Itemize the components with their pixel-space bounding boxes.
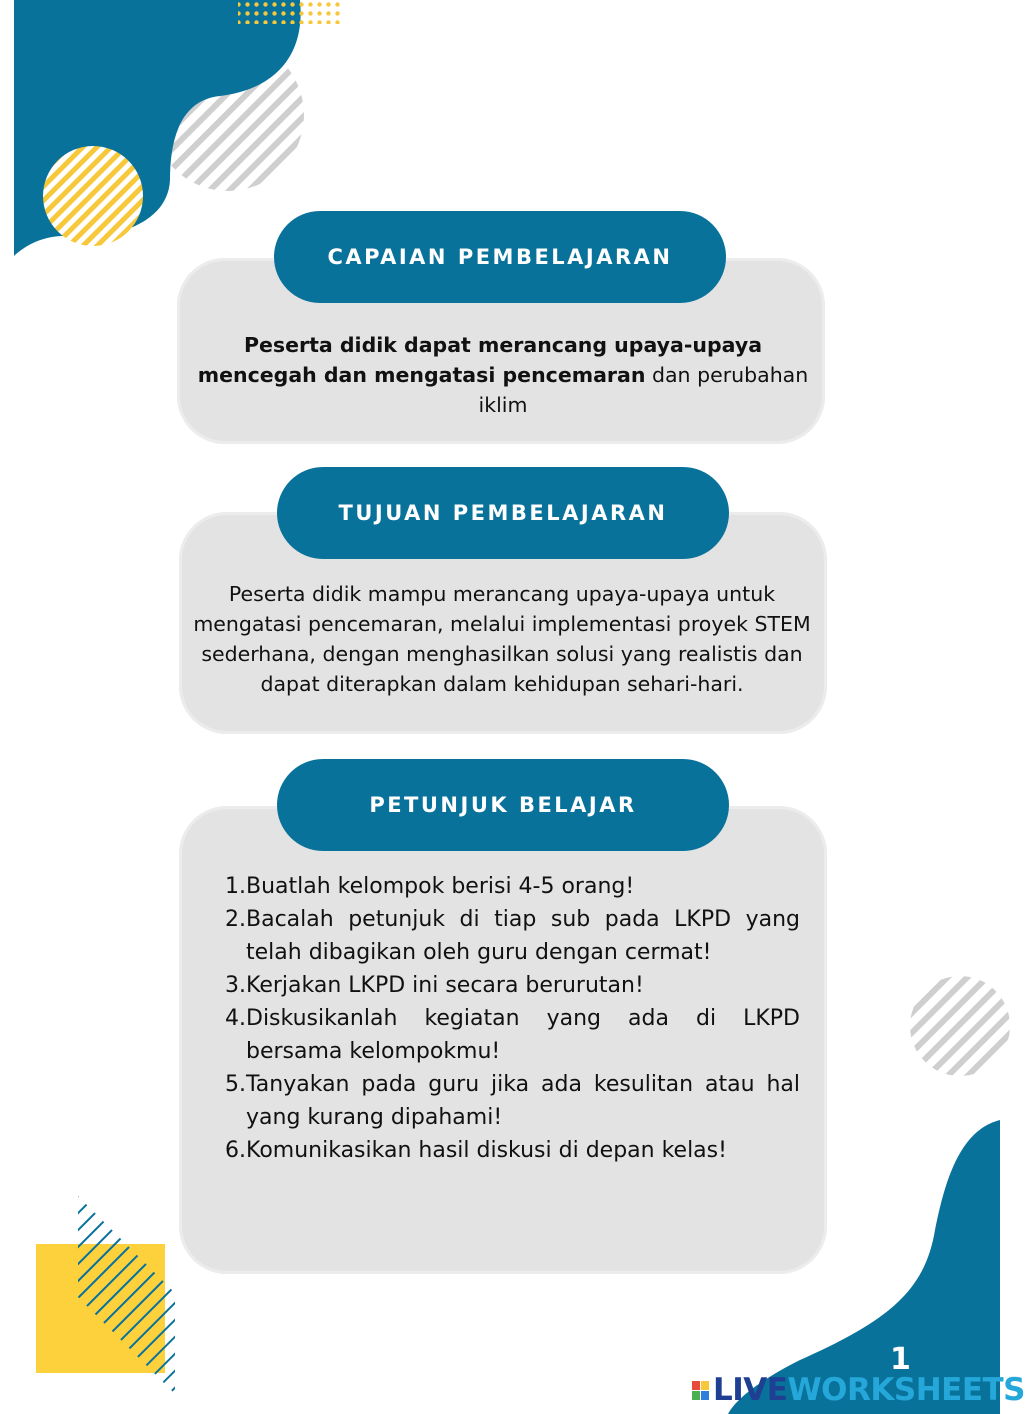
list-item-number: 5.: [225, 1072, 246, 1097]
list-item-number: 6.: [225, 1138, 246, 1163]
petunjuk-list: [218, 870, 800, 1167]
list-item-number: 2.: [225, 907, 246, 932]
liveworksheets-badge-icon: [692, 1381, 709, 1400]
list-item-text: Diskusikanlah kegiatan yang ada di LKPD bersama kelompokmu!: [246, 1006, 800, 1064]
capaian-text-rest-1: dan perubahan: [651, 363, 809, 387]
list-item: [218, 1134, 800, 1167]
yellow-striped-circle: [43, 146, 143, 246]
capaian-text-rest-2: iklim: [478, 393, 528, 417]
gray-striped-circle-right: [910, 976, 1010, 1076]
list-item-text: Bacalah petunjuk di tiap sub pada LKPD yang telah dibagikan oleh guru dengan cermat!: [246, 907, 800, 965]
capaian-title: CAPAIAN PEMBELAJARAN: [274, 211, 726, 303]
logo-live-text: LIVE: [713, 1372, 788, 1408]
list-item-text: Kerjakan LKPD ini secara berurutan!: [246, 973, 644, 998]
logo-worksheets-text: WORKSHEETS: [787, 1372, 1025, 1408]
page-number: 1: [890, 1342, 911, 1377]
liveworksheets-wordmark: [713, 1372, 1025, 1408]
capaian-text: [197, 330, 809, 420]
yellow-dot-grid: [238, 0, 342, 24]
capaian-bold-text: Peserta didik dapat merancang upaya-upaya mencegah dan mengatasi pencemaran: [197, 333, 763, 387]
list-item: [218, 1068, 800, 1134]
list-item-number: 3.: [225, 973, 246, 998]
list-item: [218, 870, 800, 903]
list-item: [218, 903, 800, 969]
list-item-text: Komunikasikan hasil diskusi di depan kelas!: [246, 1138, 727, 1163]
list-item: [218, 969, 800, 1002]
liveworksheets-logo[interactable]: [692, 1372, 1025, 1408]
list-item-number: 4.: [225, 1006, 246, 1031]
tujuan-text: Peserta didik mampu merancang upaya-upaya untuk mengatasi pencemaran, melalui implementasi proyek STEM sederhana, dengan menghasilkan solusi yang realistis dan dapat diterapkan dalam kehidupan sehari-hari.: [193, 582, 811, 696]
list-item: [218, 1002, 800, 1068]
list-item-text: Buatlah kelompok berisi 4-5 orang!: [246, 874, 635, 899]
list-item-text: Tanyakan pada guru jika ada kesulitan atau hal yang kurang dipahami!: [246, 1072, 800, 1130]
tujuan-title: TUJUAN PEMBELAJARAN: [277, 467, 729, 559]
petunjuk-title: PETUNJUK BELAJAR: [277, 759, 729, 851]
list-item-number: 1.: [225, 874, 246, 899]
